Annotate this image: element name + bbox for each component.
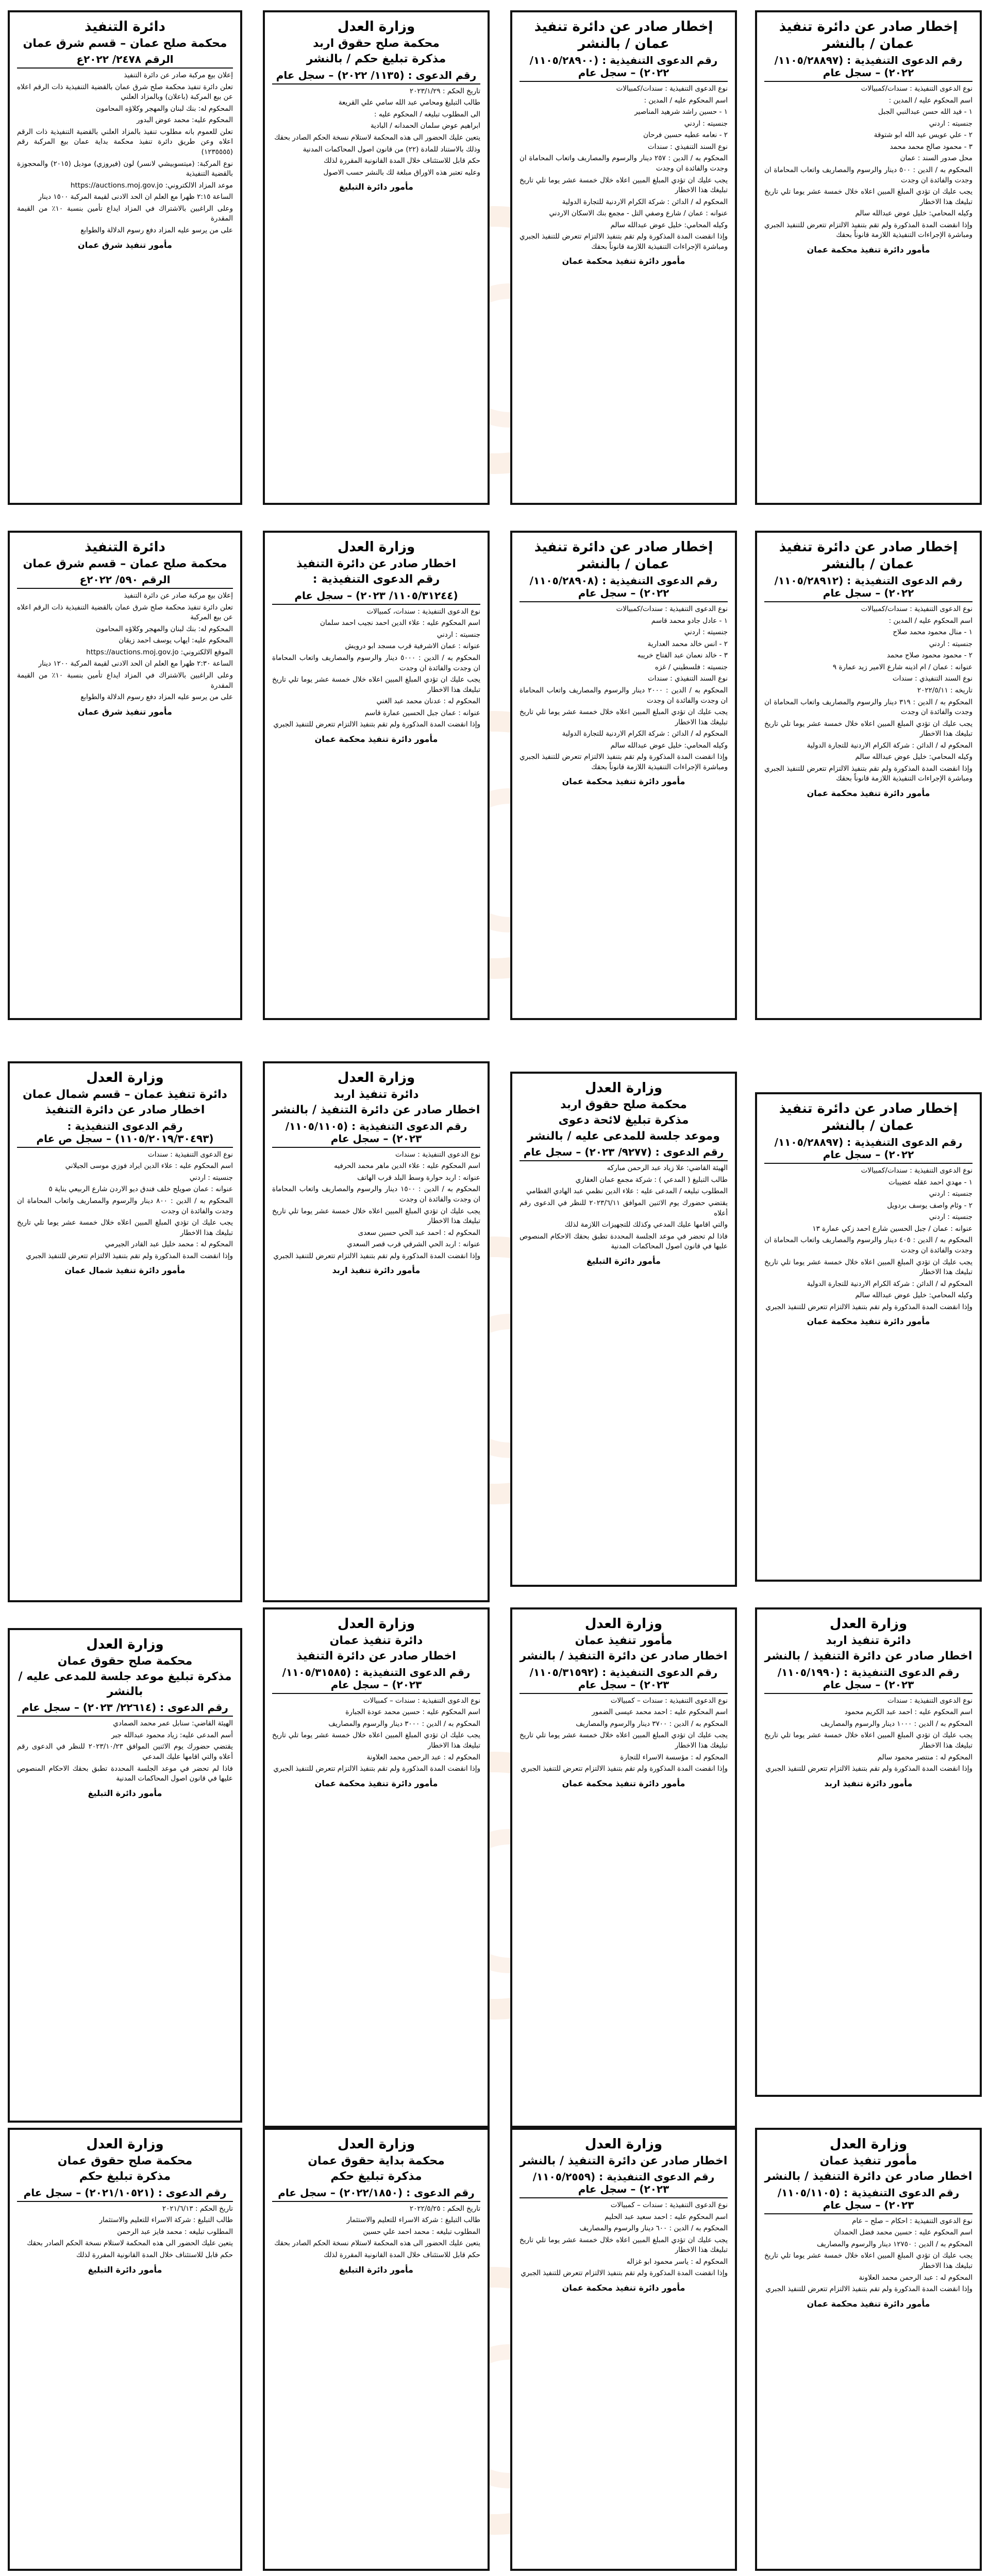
- notice-signature: مأمور تنفيذ شرق عمان: [78, 240, 172, 250]
- notice-line: المحكوم به / الدين : ٥٠٠ دينار والرسوم والمصاريف واتعاب المحاماة ان وجدت والفائدة ان وجدت: [764, 165, 973, 184]
- notice-line: جنسيته : اردني: [684, 628, 728, 637]
- notice-line: المحكوم به / الدين : ٣١٩ دينار والرسوم والمصاريف واتعاب المحاماة ان وجدت والفائدة ان وجدت: [764, 698, 973, 717]
- notice-line: يجب عليك ان تؤدي المبلغ المبين اعلاه خلال خمسة عشر يوما تلي تاريخ تبليغك هذا الاخطار: [17, 1218, 233, 1237]
- notice-line: اسم المحكوم عليه / المدين :: [889, 96, 973, 105]
- notice-heading: محكمة صلح عمان – قسم شرق عمان: [23, 557, 227, 570]
- notice: [510, 531, 737, 1020]
- notice: [263, 1061, 490, 1602]
- notice-line: يقتضي حضورك يوم الاثنين الموافق ٢٠٢٣/١٠/٢٣ للنظر في الدعوى رقم أعلاه والتي اقامها عليك المدعي: [17, 1742, 233, 1761]
- notice-line: وإذا انقضت المدة المذكورة ولم تقم بتنفيذ الالتزام تتعرض للتنفيذ الجبري: [273, 1765, 480, 1773]
- case-number: رقم الدعوى التنفيذية : (١١٠٥/٢٠١٩/٣٠٤٩٣) – سجل ص عام: [17, 1120, 233, 1148]
- notice-line: فاذا لم تحضر في موعد الجلسة المحددة تطبق بحقك الاحكام المنصوص عليها في قانون اصول المحاكمات المدنية: [519, 1232, 728, 1251]
- notice-heading: مذكرة تبليغ حكم: [79, 2170, 171, 2183]
- notice-body: [519, 2200, 728, 2279]
- notice-body: [764, 1696, 973, 1774]
- notice-line: ٢ - انس خالد محمد العدارية: [647, 639, 728, 648]
- notice-heading: محكمة بداية حقوق عمان: [308, 2154, 445, 2167]
- notice-heading: إخطار صادر عن دائرة تنفيذ عمان / بالنشر: [779, 539, 958, 572]
- notice-line: ١ - فيد الله حسن عبدالنبي الجبل: [878, 108, 973, 116]
- notice-line: نوع الدعوى التنفيذية : سندات، كمبيالات: [366, 607, 480, 616]
- notice-body: [519, 84, 728, 252]
- notice-line: المحكوم به / الدين : ٤٠٥ دينار والرسوم والمصاريف واتعاب المحاماة ان وجدت والفائدة ان وجدت: [764, 1236, 973, 1255]
- notice-line: اسم المحكوم عليه : احمد عبد الكريم محمود: [844, 1708, 973, 1717]
- case-number: رقم الدعوى التنفيذية : (١١٠٥/٣١٥٩٢/ ٢٠٢٣) – سجل عام: [519, 1666, 728, 1694]
- notice-body: [17, 2204, 233, 2261]
- notice-line: يجب عليك ان تؤدي المبلغ المبين اعلاه خلال خمسة عشر يوما تلي تاريخ تبليغك هذا الاخطار: [519, 2235, 728, 2255]
- notice-line: تعلن دائرة تنفيذ محكمة صلح شرق عمان بالقضية التنفيذية ذات الرقم اعلاه عن بيع المركبة: [17, 603, 233, 622]
- notice: [8, 10, 242, 505]
- notice: [8, 1061, 242, 1602]
- notice-line: يجب عليك ان تؤدي المبلغ المبين اعلاه خلال خمسة عشر يوما تلي تاريخ تبليغك هذا الاخطار: [764, 2251, 973, 2270]
- notice-signature: مأمور دائرة تنفيذ محكمة عمان: [562, 256, 685, 266]
- notice-line: يقتضي حضورك يوم الاثنين الموافق ٢٠٢٣/٦/١١ للنظر في الدعوى رقم أعلاه: [519, 1198, 728, 1217]
- notice: [8, 1628, 242, 2123]
- notice-line: جنسيته : اردني: [929, 1190, 973, 1198]
- notice-body: [519, 1163, 728, 1252]
- notice-heading: وزارة العدل: [86, 1070, 164, 1086]
- notice-body: [17, 1150, 233, 1262]
- notice: [755, 531, 982, 1020]
- notice-line: على من يرسو عليه المزاد دفع رسوم الدلالة والطوابع: [80, 226, 233, 234]
- notice-line: نوع الدعوى التنفيذية : سندات/كمبيالات: [861, 605, 973, 613]
- notice-body: [272, 1150, 480, 1262]
- notice-line: المحكوم له / الدائن : شركة الكرام الاردنية للتجارة الدولية: [807, 741, 973, 750]
- notice-line: طالب التبليغ : شركة الاسراء للتعليم والاستثمار: [346, 2216, 480, 2225]
- notice-line: جنسيته : اردني: [684, 119, 728, 128]
- notice-line: اسم المحكوم عليه / المدين :: [644, 96, 728, 105]
- notice-line: ١ - مهدي احمد عقله عضيبات: [888, 1178, 973, 1187]
- notice-line: اسم المحكوم عليه : احمد سعيد عبد الحليم: [605, 2212, 728, 2221]
- notice-signature: مأمور دائرة تنفيذ محكمة عمان: [807, 2298, 930, 2309]
- notice-heading: رقم الدعوى التنفيذية :: [312, 573, 440, 586]
- notice-line: وكيله المحامي: خليل عوض عبدالله سالم: [855, 753, 973, 761]
- notice-signature: مأمور دائرة التبليغ: [586, 1256, 661, 1266]
- notice-heading: وزارة العدل: [829, 1616, 908, 1632]
- notice-line: وكيله المحامي: خليل عوض عبدالله سالم: [855, 209, 973, 218]
- notice-line: وإذا انقضت المدة المذكورة ولم تقم بتنفيذ الالتزام تتعرض للتنفيذ الجبري ومباشرة الإجراءات التنفيذية اللازمة قانوناً بحقك: [519, 753, 728, 771]
- notice-heading: محكمة صلح حقوق اربد: [560, 1098, 687, 1111]
- notice-line: الى المطلوب تبليغه / المحكوم عليه :: [374, 110, 480, 118]
- notice-line: جنسيته : اردني: [189, 1173, 233, 1182]
- notice-line: نوع الدعوى التنفيذية : سندات – كمبيالات: [610, 2201, 728, 2210]
- notice-line: المحكوم له: بنك لبنان والمهجر وكلاؤه المحامون: [95, 624, 233, 633]
- notice-line: وإذا انقضت المدة المذكورة ولم تقم بتنفيذ الالتزام تتعرض للتنفيذ الجبري: [765, 1765, 973, 1773]
- notice-line: المحكوم له : محمد خليل عبد القادر الجيرمي: [105, 1240, 233, 1249]
- case-number: رقم الدعوى التنفيذية : (١١٠٥/٢٥٥٩/ ٢٠٢٣) – سجل عام: [519, 2171, 728, 2198]
- notice-heading: وزارة العدل: [829, 2137, 908, 2152]
- notice-heading: دائرة تنفيذ عمان: [329, 1634, 423, 1647]
- notice-line: اسم المحكوم عليه : علاء الدين ماهر محمد الحرفيه: [334, 1162, 480, 1171]
- notice-line: عنوانه : عمان الاشرفية قرب مسجد ابو درويش: [345, 642, 480, 651]
- notice-line: نوع المركبة: (ميتسوبيشي لانسر) لون (فيروزي) موديل (٢٠١٥) والمحجوزة بالقضية التنفيذية: [17, 159, 233, 178]
- notice-line: وعليه تعتبر هذه الاوراق مبلغة لك بالنشر حسب الاصول: [323, 168, 480, 177]
- notice-signature: مأمور دائرة تنفيذ محكمة عمان: [562, 2283, 685, 2293]
- notice-line: وإذا انقضت المدة المذكورة ولم تقم بتنفيذ الالتزام تتعرض للتنفيذ الجبري: [521, 2269, 728, 2278]
- notice-body: [764, 604, 973, 784]
- notice: [263, 531, 490, 1020]
- notice-line: اسم المحكوم عليه : حسين محمد عودة الجبارة: [345, 1708, 480, 1717]
- notice-line: اسم المحكوم عليه / المدين :: [889, 616, 973, 625]
- case-number: رقم الدعوى : (١١٣٥/ ٢٠٢٢) – سجل عام: [272, 69, 480, 84]
- notice-line: تاريخه : ٢٠٢٢/٥/١١: [917, 686, 973, 694]
- notice-line: وعلى الراغبين بالاشتراك في المزاد ايداع تأمين بنسبة ١٠٪ من القيمة المقدرة: [17, 204, 233, 223]
- notice-heading: إخطار صادر عن دائرة تنفيذ عمان / بالنشر: [779, 1101, 958, 1133]
- notice-line: والتي اقامها عليك المدعي وكذلك للتجهيزات اللازمة لذلك: [564, 1221, 728, 1229]
- notice-heading: اخطار صادر عن دائرة التنفيذ / بالنشر: [764, 2170, 973, 2183]
- notice-line: حكم قابل للاستئناف خلال المدة القانونية المقررة لذلك: [323, 2250, 480, 2259]
- notice-signature: مأمور دائرة تنفيذ محكمة عمان: [314, 1778, 438, 1788]
- case-number: رقم الدعوى التنفيذية : (١١٠٥/٣١٥٨٥/ ٢٠٢٣) – سجل عام: [272, 1666, 480, 1694]
- notice-line: نوع الدعوى التنفيذية : احكام – صلح – عام: [852, 2216, 973, 2225]
- notice-line: اسم المحكوم عليه : علاء الدين احمد نجيب احمد سلمان: [320, 619, 480, 628]
- case-number: الرقم ٢٤٧٨/ ٢٠٢٢ع: [17, 53, 233, 69]
- notice-heading: إخطار صادر عن دائرة تنفيذ عمان / بالنشر: [534, 19, 713, 52]
- notice-heading: مذكرة تبليغ موعد جلسة للمدعى عليه / بالنشر: [18, 1670, 232, 1698]
- notice-signature: مأمور دائرة تنفيذ اربد: [332, 1265, 421, 1276]
- notice-line: يجب عليك ان تؤدي المبلغ المبين اعلاه خلال خمسة عشر يوما تلي تاريخ تبليغك هذا الاخطار: [519, 176, 728, 195]
- notice-line: المحكوم به / الدين : ٢٠٠٠ دينار والرسوم والمصاريف واتعاب المحاماة ان وجدت والفائدة ان وجدت: [519, 686, 728, 705]
- notice-line: اسم المحكوم عليه : حسين محمد فضل الحمدان: [834, 2228, 973, 2237]
- case-number: (١١٠٥/٣١٢٤٤/ ٢٠٢٣) – سجل عام: [272, 589, 480, 605]
- notice-line: الهيئة القاضي: علا زياد عبد الرحمن مباركه: [607, 1164, 728, 1173]
- notice-line: وكيله المحامي: خليل عوض عبدالله سالم: [610, 221, 728, 229]
- notice-line: يجب عليك ان تؤدي المبلغ المبين اعلاه خلال خمسة عشر يوما تلي تاريخ تبليغك هذا الاخطار: [519, 708, 728, 726]
- notice-line: نوع الدعوى التنفيذية : سندات: [148, 1150, 233, 1159]
- notice-line: المحكوم له : عدنان محمد عبد الغني: [376, 697, 480, 706]
- notice-signature: مأمور دائرة التبليغ: [339, 182, 413, 192]
- notice-line: وإذا انقضت المدة المذكورة ولم تقم بتنفيذ الالتزام تتعرض للتنفيذ الجبري ومباشرة الإجراءات التنفيذية اللازمة قانوناً بحقك: [764, 221, 973, 240]
- notice-line: عنوانه : اربد الحي الشرقي قرب قصر السعدي: [347, 1240, 480, 1249]
- notice-line: تاريخ الحكم : ٢٠٢٢/٥/٢٥: [409, 2204, 480, 2213]
- notice-line: يتعين عليك الحضور الى هذه المحكمة لاستلام نسخة الحكم الصادر بحقك: [27, 2239, 233, 2248]
- notice-line: ابراهيم عوض سلمان الحمدانه / البادية: [370, 122, 480, 130]
- notice-body: [272, 1696, 480, 1774]
- notice-body: [519, 604, 728, 772]
- notice-line: المحكوم به / الدين : ١٠٠٠ دينار والرسوم والمصاريف: [820, 1719, 973, 1728]
- notice-heading: دائرة التنفيذ: [85, 19, 165, 35]
- notice-line: المحكوم له / الدائن : شركة الكرام الاردنية للتجارة الدولية: [562, 197, 728, 206]
- notice-signature: مأمور دائرة تنفيذ اربد: [824, 1778, 913, 1788]
- notice-line: المحكوم له / الدائن : شركة الكرام الاردنية للتجارة الدولية: [807, 1279, 973, 1288]
- case-number: رقم الدعوى : (٢٠٢٢/١٨٥٠) – سجل عام: [272, 2187, 480, 2202]
- notice-body: [519, 1696, 728, 1774]
- notice-line: على من يرسو عليه المزاد دفع رسوم الدلالة والطوابع: [80, 693, 233, 702]
- notice-body: [272, 607, 480, 730]
- notice-line: حكم قابل للاستئناف خلال المدة القانونية المقررة لذلك: [76, 2250, 233, 2259]
- notice-line: ٣ - محمود صالح محمد محمد: [890, 142, 973, 151]
- notice-body: [272, 87, 480, 178]
- notice-heading: دائرة التنفيذ: [85, 539, 165, 555]
- notice-line: جنسيته : فلسطيني / غزه: [655, 663, 728, 671]
- notice-line: يجب عليك ان تؤدي المبلغ المبين اعلاه خلال خمسة عشر يوما تلي تاريخ تبليغك هذا الاخطار: [272, 675, 480, 694]
- notice-line: الساعة ٢:١٥ ظهرا مع العلم ان الحد الادنى لقيمة المركبة ١٥٠٠ دينار: [38, 193, 233, 201]
- case-number: رقم الدعوى : (٩٢٧٧/ ٢٠٢٣) – سجل عام: [519, 1146, 728, 1161]
- notice-heading: محكمة صلح حقوق عمان: [57, 1654, 193, 1668]
- notice-line: موعد المزاد الالكتروني: https://auctions.moj.gov.jo: [70, 181, 233, 190]
- notice-signature: مأمور دائرة التبليغ: [88, 2264, 162, 2275]
- notice-signature: مأمور دائرة تنفيذ محكمة عمان: [562, 776, 685, 787]
- notice-body: [764, 1166, 973, 1312]
- notice-signature: مأمور دائرة تنفيذ محكمة عمان: [807, 1316, 930, 1327]
- case-number: رقم الدعوى : (٢٢٦١٤/ ٢٠٢٣) – سجل عام: [17, 1701, 233, 1717]
- notice-heading: مذكرة تبليغ لائحة دعوى: [558, 1114, 689, 1127]
- notice-line: ١ - منال محمود محمد صلاح: [893, 628, 973, 637]
- notice-line: الساعة ٢:٣٠ ظهرا مع العلم ان الحد الادنى لقيمة المركبة ١٢٠٠ دينار: [38, 659, 233, 668]
- notice-signature: مأمور دائرة تنفيذ محكمة عمان: [314, 734, 438, 744]
- notice-line: المحكوم له: بنك لبنان والمهجر وكلاؤه المحامون: [95, 104, 233, 113]
- case-number: رقم الدعوى التنفيذية : (١١٠٥/٢٨٨٩٧/ ٢٠٢٢) – سجل عام: [764, 1136, 973, 1164]
- notice-heading: اخطار صادر عن دائرة التنفيذ / بالنشر: [519, 1650, 728, 1663]
- case-number: الرقم ٥٩٠/ ٢٠٢٢ع: [17, 573, 233, 589]
- notice-line: عنوانه : عمان / شارع وصفي التل - مجمع بنك الاسكان الاردني: [549, 209, 728, 218]
- notice-heading: محكمة صلح عمان – قسم شرق عمان: [23, 37, 227, 50]
- notice: [8, 531, 242, 1020]
- notice-line: يتعين عليك الحضور الى هذه المحكمة لاستلام نسخة الحكم الصادر بحقك: [274, 133, 480, 142]
- notice-body: [17, 591, 233, 703]
- notice-line: طالب التبليغ : شركة الاسراء للتعليم والاستثمار: [99, 2216, 233, 2225]
- notice-line: طالب التبليغ ومحامي عبد الله سامي علي القريعة: [338, 98, 480, 107]
- notice-line: نوع السند التنفيذي : سندات: [647, 142, 728, 151]
- notice: [755, 10, 982, 505]
- notice-line: عنوانه : عمان صويلح خلف فندق ديو الاردن شارع الربيعي بناية ٥: [48, 1185, 233, 1194]
- notice-line: تاريخ الحكم : ٢٠٢٣/١/٢٩: [409, 87, 480, 95]
- notice-signature: مأمور تنفيذ شرق عمان: [78, 706, 172, 717]
- notice: [755, 1092, 982, 1582]
- notice-line: المحكوم به / الدين : ٥٠٠٠ دينار والرسوم والمصاريف واتعاب المحاماة ان وجدت والفائدة ان وجدت: [272, 653, 480, 672]
- notice-line: المحكوم به / الدين : ٣٧٠٠ دينار والرسوم والمصاريف: [576, 1719, 728, 1728]
- notice-line: تاريخ الحكم : ٢٠٢١/٦/١٣: [162, 2204, 233, 2213]
- notice-line: فاذا لم تحضر في موعد الجلسة المحددة تطبق بحقك الاحكام المنصوص عليها في قانون اصول المحاكمات المدنية: [17, 1764, 233, 1783]
- notice-line: يجب عليك ان تؤدي المبلغ المبين اعلاه خلال خمسة عشر يوما تلي تاريخ تبليغك هذا الاخطار: [272, 1207, 480, 1226]
- notice-line: نوع الدعوى التنفيذية : سندات: [887, 1696, 973, 1705]
- notice-line: وإذا انقضت المدة المذكورة ولم تقم بتنفيذ الالتزام تتعرض للتنفيذ الجبري: [765, 1302, 973, 1311]
- notice-heading: وزارة العدل: [86, 2137, 164, 2152]
- notice-line: عنوانه : عمان / ام اذينه شارع الامير زيد عمارة ٩: [832, 663, 973, 671]
- notice-heading: وزارة العدل: [337, 539, 415, 555]
- notice-heading: وزارة العدل: [584, 2137, 663, 2152]
- notice-line: جنسيته : اردني: [437, 630, 480, 639]
- notice-line: يجب عليك ان تؤدي المبلغ المبين اعلاه خلال خمسة عشر يوما تلي تاريخ تبليغك هذا الاخطار: [764, 188, 973, 206]
- notice-line: طالب التبليغ ( المدعي ) : شركة مجمع عمان العقاري: [575, 1175, 728, 1184]
- notice-heading: وزارة العدل: [337, 2137, 415, 2152]
- notice-heading: وزارة العدل: [584, 1080, 663, 1096]
- notice-signature: مأمور دائرة تنفيذ محكمة عمان: [807, 244, 930, 255]
- notice-line: المحكوم له : منتصر محمود سالم: [877, 1753, 973, 1761]
- notice-heading: وزارة العدل: [337, 1616, 415, 1632]
- notice-signature: مأمور دائرة تنفيذ محكمة عمان: [562, 1778, 685, 1788]
- notice-line: عنوانه : عمان / جبل الحسين شارع احمد زكي عمارة ١٣: [812, 1224, 973, 1233]
- notice-line: ٣ - خالد نعمان عبد الفتاح خريبه: [637, 651, 728, 660]
- notice: [263, 10, 490, 505]
- notice-line: نوع الدعوى التنفيذية : سندات – كمبيالات: [610, 1696, 728, 1705]
- notice-heading: وزارة العدل: [337, 19, 415, 35]
- notice-line: تعلن للعموم بانه مطلوب تنفيذ بالمزاد العلني بالقضية التنفيذية ذات الرقم اعلاه وعن طريق دائرة تنفيذ محكمة بداية عمان بيع المركبة رقم (١٢٣٥٥٥٥): [17, 127, 233, 157]
- notice-line: وكيله المحامي: خليل عوض عبدالله سالم: [610, 741, 728, 750]
- notice-line: تعلن دائرة تنفيذ محكمة صلح شرق عمان بالقضية التنفيذية ذات الرقم اعلاه عن بيع المركبة (باعلان) وبالمزاد العلني: [17, 82, 233, 101]
- notice-line: يجب عليك ان تؤدي المبلغ المبين اعلاه خلال خمسة عشر يوما تلي تاريخ تبليغك هذا الاخطار: [764, 1731, 973, 1750]
- notice-body: [17, 1719, 233, 1784]
- notice-line: يجب عليك ان تؤدي المبلغ المبين اعلاه خلال خمسة عشر يوما تلي تاريخ تبليغك هذا الاخطار: [272, 1731, 480, 1750]
- notice-heading: وموعد جلسة للمدعى عليه / بالنشر: [527, 1129, 720, 1143]
- notice-line: المحكوم له : ياسر محمود ابو غزاله: [626, 2257, 728, 2266]
- notice-line: نوع السند التنفيذي : سندات: [892, 674, 973, 683]
- notice-body: [17, 71, 233, 235]
- notice-line: وإذا انقضت المدة المذكورة ولم تقم بتنفيذ الالتزام تتعرض للتنفيذ الجبري: [273, 1251, 480, 1260]
- notice-line: جنسيته : اردني: [929, 639, 973, 648]
- notice-line: وإذا انقضت المدة المذكورة ولم تقم بتنفيذ الالتزام تتعرض للتنفيذ الجبري: [765, 2285, 973, 2294]
- notice-heading: محكمة صلح حقوق عمان: [57, 2154, 193, 2167]
- notice-line: المطلوب تبليغه : محمد احمد علي حسين: [363, 2227, 480, 2236]
- notice-line: المحكوم عليه: محمد عوض البدور: [137, 116, 233, 125]
- notice-heading: اخطار صادر عن دائرة التنفيذ: [296, 557, 456, 570]
- notice-line: المطلوب تبليغه / المدعى عليه : علاء الدين نظمي عبد الهادي القطامي: [526, 1187, 728, 1196]
- notice-line: وذلك بالاستناد للمادة (٢٢) من قانون اصول المحاكمات المدنية: [303, 145, 480, 154]
- notice-line: المحكوم به / الدين : ٦٠٠ دينار والرسوم والمصاريف: [579, 2224, 728, 2233]
- case-number: رقم الدعوى التنفيذية : (١١٠٥/١١٠٥/ ٢٠٢٣) – سجل عام: [764, 2187, 973, 2214]
- notice: [263, 2128, 490, 2571]
- notice-line: نوع السند التنفيذي : سندات: [647, 674, 728, 683]
- notice: [263, 1607, 490, 2128]
- notice-heading: محكمة صلح حقوق اربد: [313, 37, 440, 50]
- notice-line: ٢ - وئام واصف يوسف بردويل: [887, 1201, 973, 1210]
- notice-heading: دائرة تنفيذ اربد: [333, 1088, 419, 1101]
- notice-heading: اخطار صادر عن دائرة التنفيذ: [296, 1650, 456, 1663]
- notice-line: المحكوم به / الدين : ١٥٠٠ دينار والرسوم والمصاريف واتعاب المحاماة ان وجدت والفائدة ان وجدت: [272, 1185, 480, 1204]
- notice-heading: إخطار صادر عن دائرة تنفيذ عمان / بالنشر: [534, 539, 713, 572]
- notice-line: نوع الدعوى التنفيذية : سندات: [395, 1150, 480, 1159]
- notice-heading: مأمور تنفيذ عمان: [575, 1634, 673, 1647]
- notice-line: ٢ - محمود محمود صلاح محمد: [886, 651, 973, 660]
- notice-line: المحكوم عليه: ايهاب يوسف احمد زيقان: [119, 636, 233, 645]
- notice-line: الهيئة القاضي: سنابل عمر محمد الصمادي: [113, 1719, 233, 1728]
- notice-body: [764, 2216, 973, 2295]
- notice-line: المحكوم به / الدين : ١٢٧٥٠ دينار والرسوم والمصاريف: [816, 2240, 973, 2248]
- notice: [510, 1072, 737, 1587]
- notice-line: وعلى الراغبين بالاشتراك في المزاد ايداع تأمين بنسبة ١٠٪ من القيمة المقدرة: [17, 671, 233, 690]
- notice-heading: اخطار صادر عن دائرة التنفيذ / بالنشر: [764, 1650, 973, 1663]
- notice-line: المحكوم به / الدين : ٣٠٠٠ دينار والرسوم والمصاريف: [328, 1719, 480, 1728]
- notice-line: نوع الدعوى التنفيذية : سندات – كمبيالات: [363, 1696, 480, 1705]
- notice-heading: مذكرة تبليغ حكم: [330, 2170, 422, 2183]
- case-number: رقم الدعوى التنفيذية : (١١٠٥/١٩٩٠/ ٢٠٢٣) – سجل عام: [764, 1666, 973, 1694]
- case-number: رقم الدعوى : (٢٠٢١/١٠٥٢١) – سجل عام: [17, 2187, 233, 2202]
- notice-heading: اخطار صادر عن دائرة التنفيذ: [45, 1104, 205, 1117]
- notice-heading: دائرة تنفيذ عمان – قسم شمال عمان: [23, 1088, 227, 1101]
- notice-line: يجب عليك ان تؤدي المبلغ المبين اعلاه خلال خمسة عشر يوما تلي تاريخ تبليغك هذا الاخطار: [764, 1258, 973, 1277]
- notice-line: الموقع الالكتروني: https://auctions.moj.gov.jo: [86, 648, 233, 656]
- notice-line: إعلان بيع مركبة صادر عن دائرة التنفيذ: [124, 591, 233, 600]
- notice-heading: وزارة العدل: [337, 1070, 415, 1086]
- notice-line: المحكوم له / الدائن : شركة الكرام الاردنية للتجارة الدولية: [562, 730, 728, 738]
- notice-heading: مذكرة تبليغ حكم / بالنشر: [306, 53, 446, 66]
- notice-line: جنسيته : اردني: [929, 119, 973, 128]
- notice-line: وإذا انقضت المدة المذكورة ولم تقم بتنفيذ الالتزام تتعرض للتنفيذ الجبري ومباشرة الإجراءات التنفيذية اللازمة قانوناً بحقك: [764, 764, 973, 783]
- notice: [510, 1607, 737, 2128]
- notice-line: المحكوم له : مؤسسة الاسراء للتجارة: [620, 1753, 728, 1761]
- notice-line: اسم المحكوم عليه : احمد محمد عيسى الضمور: [592, 1708, 728, 1717]
- notice-heading: دائرة تنفيذ اربد: [826, 1634, 911, 1647]
- notice-heading: إخطار صادر عن دائرة تنفيذ عمان / بالنشر: [779, 19, 958, 52]
- notice-line: عنوانه : عمان جبل الحسين عمارة قاسم: [364, 708, 480, 717]
- notice-line: نوع الدعوى التنفيذية : سندات/كمبيالات: [616, 84, 728, 93]
- notice-line: اسم المحكوم عليه : علاء الدين ايراد فوزي موسى الجيلاني: [65, 1162, 233, 1171]
- notice-body: [272, 2204, 480, 2261]
- notice-heading: اخطار صادر عن دائرة التنفيذ / بالنشر: [519, 2154, 728, 2167]
- case-number: رقم الدعوى التنفيذية : (١١٠٥/٢٨٩٠٠/ ٢٠٢٢) – سجل عام: [519, 54, 728, 82]
- notice-line: نوع الدعوى التنفيذية : سندات/كمبيالات: [861, 84, 973, 93]
- notice-line: وإذا انقضت المدة المذكورة ولم تقم بتنفيذ الالتزام تتعرض للتنفيذ الجبري: [521, 1765, 728, 1773]
- notice: [510, 2128, 737, 2571]
- notice-heading: مأمور تنفيذ عمان: [819, 2154, 917, 2167]
- notice-line: المحكوم له : احمد عبد الحي حسين سعدى: [358, 1228, 480, 1237]
- notice-line: نوع الدعوى التنفيذية : سندات/كمبيالات: [616, 605, 728, 613]
- notice: [755, 1607, 982, 2097]
- case-number: رقم الدعوى التنفيذية : (١١٠٥/٢٨٨٩٧/ ٢٠٢٢) – سجل عام: [764, 54, 973, 82]
- notice: [8, 2128, 242, 2571]
- notice-line: عنوانه : اربد حوارة وسط البلد قرب الهاتف: [357, 1173, 480, 1182]
- notice-line: وإذا انقضت المدة المذكورة ولم تقم بتنفيذ الالتزام تتعرض للتنفيذ الجبري ومباشرة الإجراءات التنفيذية اللازمة قانوناً بحقك: [519, 232, 728, 251]
- notice-line: ١ - حسين راشد شرهيد المناصير: [634, 108, 728, 116]
- notice-line: المحكوم له : عبد الرحمن محمد العلاونة: [366, 1753, 480, 1761]
- case-number: رقم الدعوى التنفيذية : (١١٠٥/١١٠٥/ ٢٠٢٣) – سجل عام: [272, 1120, 480, 1148]
- notice-signature: مأمور دائرة التبليغ: [339, 2264, 413, 2275]
- notice-line: المطلوب تبليغه : محمد فايز عبد الرحمن: [117, 2227, 233, 2236]
- notice-body: [764, 84, 973, 241]
- notice-line: يجب عليك ان تؤدي المبلغ المبين اعلاه خلال خمسة عشر يوما تلي تاريخ تبليغك هذا الاخطار: [764, 719, 973, 738]
- notice-heading: اخطار صادر عن دائرة التنفيذ / بالنشر: [272, 1104, 480, 1117]
- notice-heading: وزارة العدل: [584, 1616, 663, 1632]
- notice-line: إعلان بيع مركبة صادر عن دائرة التنفيذ: [124, 71, 233, 80]
- notice-heading: وزارة العدل: [86, 1637, 164, 1652]
- notice-line: المحكوم به / الدين : ٢٥٧ دينار والرسوم والمصاريف واتعاب المحاماة ان وجدت والفائدة ان وجدت: [519, 154, 728, 173]
- notice-signature: مأمور دائرة التبليغ: [88, 1788, 162, 1798]
- notice-line: جنسيته : اردني: [929, 1213, 973, 1222]
- notice-line: وإذا انقضت المدة المذكورة ولم تقم بتنفيذ الالتزام تتعرض للتنفيذ الجبري: [26, 1251, 233, 1260]
- notice-line: نوع الدعوى التنفيذية : سندات/كمبيالات: [861, 1166, 973, 1175]
- notice-line: محل صدور السند : عمان: [900, 154, 973, 163]
- notice-line: المحكوم به / الدين : ٨٠٠ دينار والرسوم والمصاريف واتعاب المحاماة ان وجدت والفائدة ان وجدت: [17, 1196, 233, 1215]
- notice-line: ٢ - نعامه عطيه حسين فرحان: [643, 131, 728, 140]
- case-number: رقم الدعوى التنفيذية : (١١٠٥/٢٨٩٠٨/ ٢٠٢٢) – سجل عام: [519, 574, 728, 602]
- notice-line: ٢ - علي عويس عيد الله ابو شتوقة: [874, 131, 973, 140]
- notice-line: وكيله المحامي: خليل عوض عبدالله سالم: [855, 1291, 973, 1300]
- notice-line: وإذا انقضت المدة المذكورة ولم تقم بتنفيذ الالتزام تتعرض للتنفيذ الجبري: [273, 720, 480, 729]
- notice-signature: مأمور دائرة تنفيذ شمال عمان: [64, 1265, 186, 1276]
- notice-line: ١ - عادل جادو محمد قاسم: [651, 616, 728, 625]
- case-number: رقم الدعوى التنفيذية : (١١٠٥/٢٨٩١٢/ ٢٠٢٢) – سجل عام: [764, 574, 973, 602]
- notice-signature: مأمور دائرة تنفيذ محكمة عمان: [807, 788, 930, 798]
- notice-line: أسم المدعى عليه: زياد محمود عبدالله جبر: [111, 1731, 233, 1739]
- notice: [755, 2128, 982, 2571]
- notice-line: حكم قابل للاستئناف خلال المدة القانونية المقررة لذلك: [323, 157, 480, 165]
- notice-line: يتعين عليك الحضور الى هذه المحكمة لاستلام نسخة الحكم الصادر بحقك: [274, 2239, 480, 2248]
- notice-line: المحكوم له : عبد الرحمن محمد العلاونة: [859, 2273, 973, 2282]
- notice-line: يجب عليك ان تؤدي المبلغ المبين اعلاه خلال خمسة عشر يوما تلي تاريخ تبليغك هذا الاخطار: [519, 1731, 728, 1750]
- notice: [510, 10, 737, 505]
